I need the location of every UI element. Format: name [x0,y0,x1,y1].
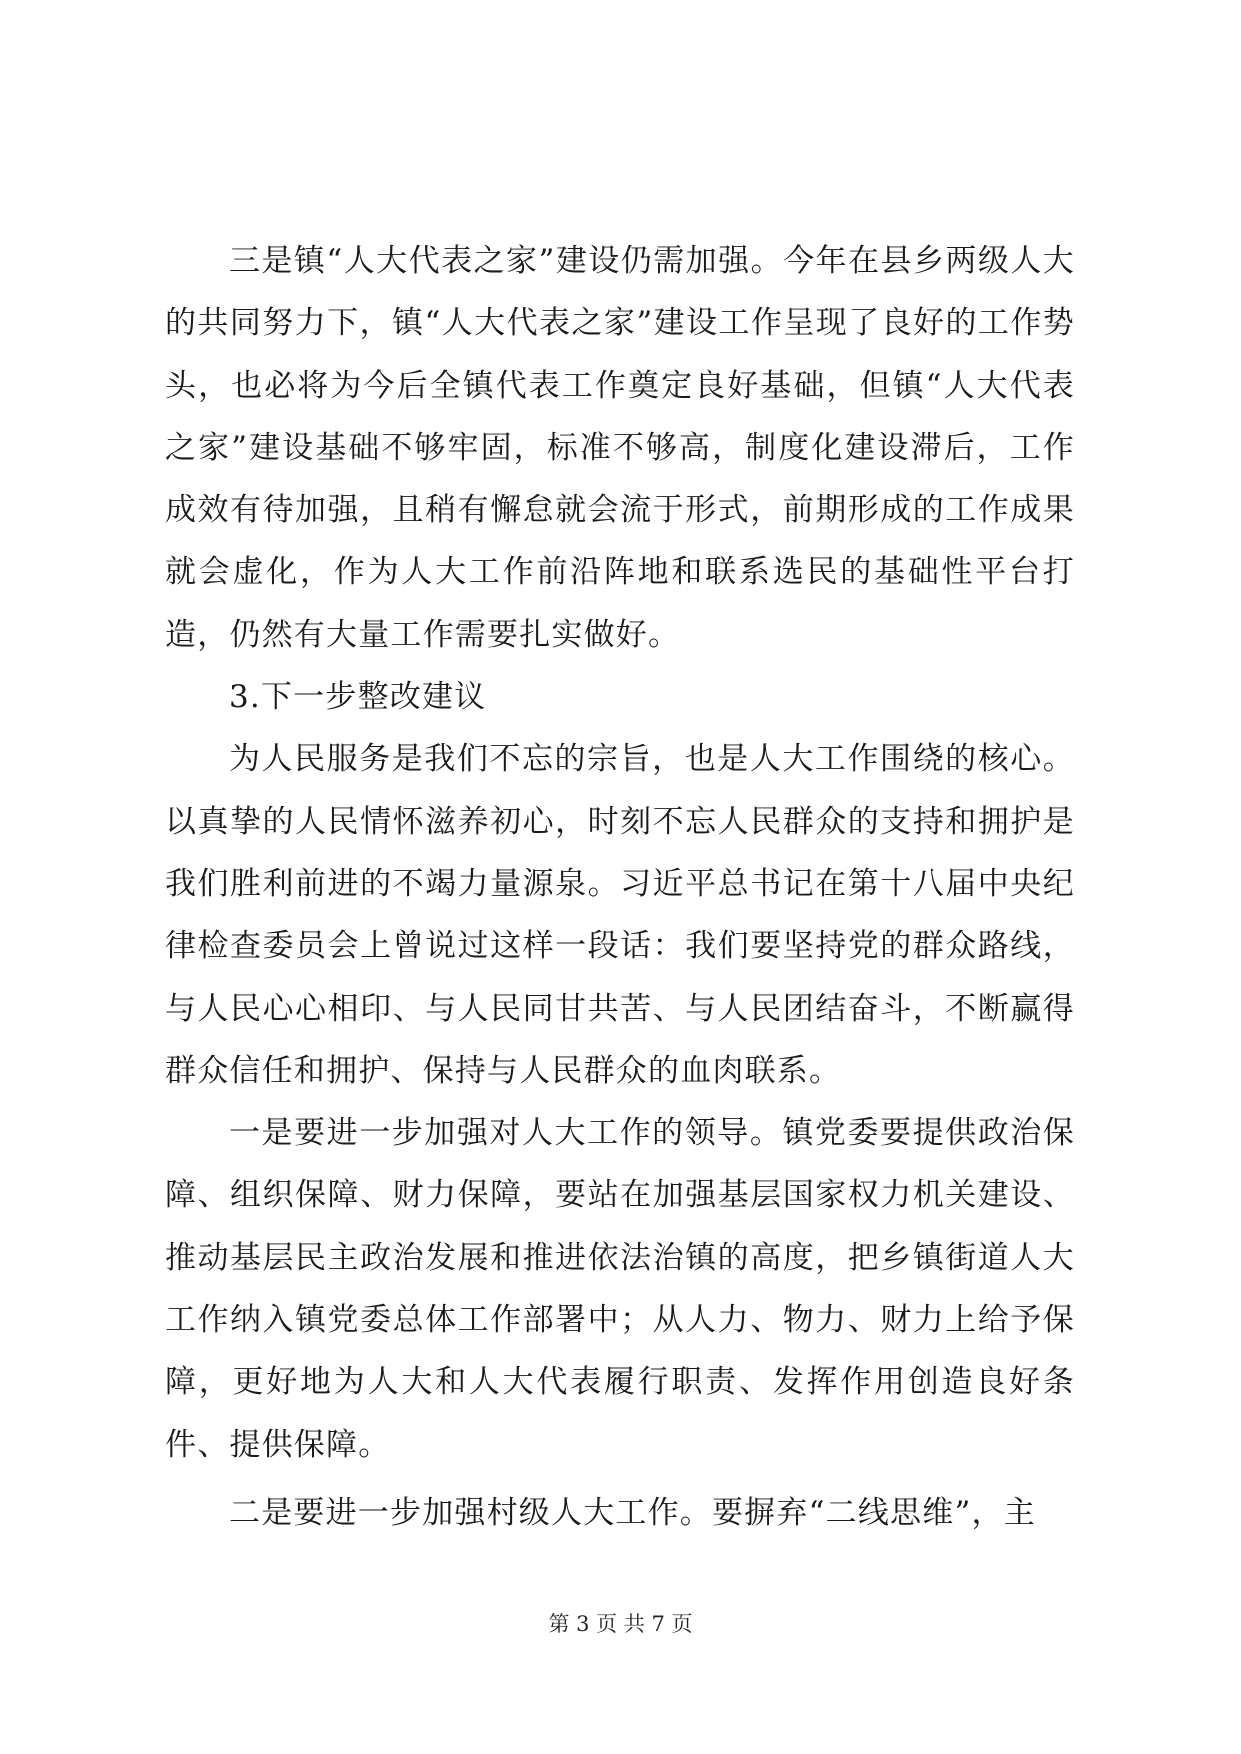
paragraph-third-issue: 三是镇“人大代表之家”建设仍需加强。今年在县乡两级人大的共同努力下，镇“人大代表之家”建设工作呈现了良好的工作势头，也必将为今后全镇代表工作奠定良好基础，但镇“人大代表之家”建设基础不够牢固，标准不够高，制度化建设滞后，工作成效有待加强，且稍有懈怠就会流于形式，前期形成的工作成果就会虚化，作为人大工作前沿阵地和联系选民的基础性平台打造，仍然有大量工作需要扎实做好。 [165,243,1075,653]
paragraph-first-suggestion: 一是要进一步加强对人大工作的领导。镇党委要提供政治保障、组织保障、财力保障，要站在加强基层国家权力机关建设、推动基层民主政治发展和推进依法治镇的高度，把乡镇街道人大工作纳入镇党委总体工作部署中；从人力、物力、财力上给予保障，更好地为人大和人大代表履行职责、发挥作用创造良好条件、提供保障。 [165,1115,1075,1463]
paragraph-second-suggestion: 二是要进一步加强村级人大工作。要摒弃“二线思维”，主 [229,1494,1036,1531]
document-body [165,230,1075,1544]
paragraph-serve-people: 为人民服务是我们不忘的宗旨，也是人大工作围绕的核心。以真挚的人民情怀滋养初心，时刻不忘人民群众的支持和拥护是我们胜利前进的不竭力量源泉。习近平总书记在第十八届中央纪律检查委员会上曾说过这样一段话：我们要坚持党的群众路线，与人民心心相印、与人民同甘共苦、与人民团结奋斗，不断赢得群众信任和拥护、保持与人民群众的血肉联系。 [165,741,1075,1089]
section-heading-next-steps: 3.下一步整改建议 [229,679,487,716]
page-number-footer: 第 3 页 共 7 页 [548,1612,693,1636]
